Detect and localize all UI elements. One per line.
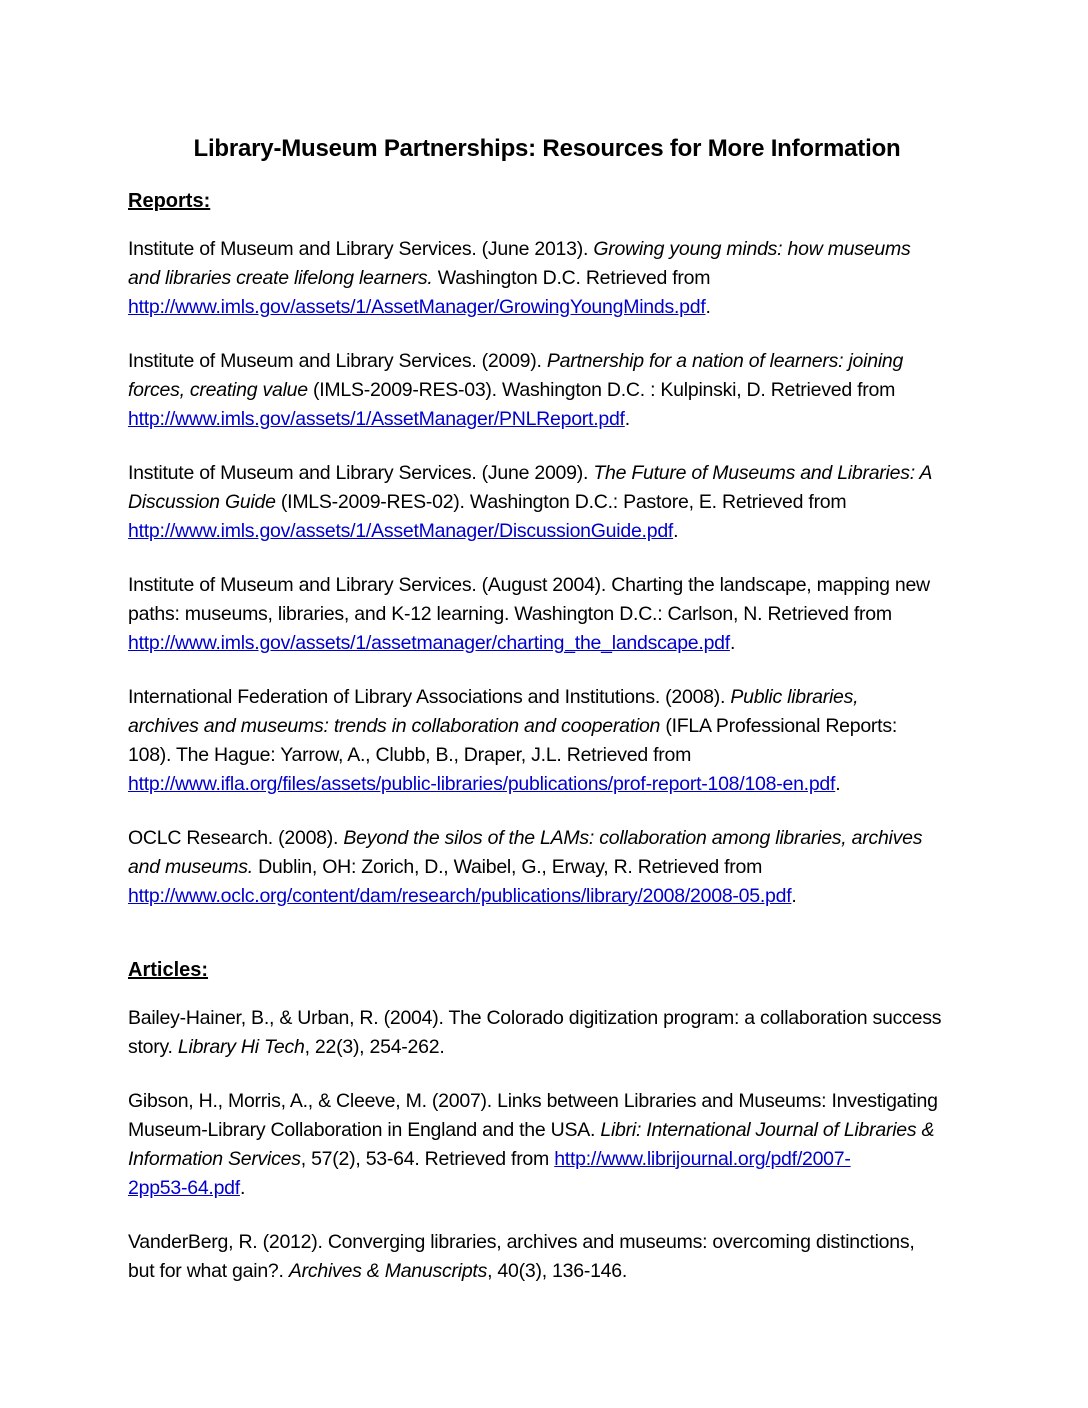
citation-line — [128, 882, 966, 911]
citation-italic-text: Growing young minds: how museums — [593, 238, 911, 260]
citation-text: Museum-Library Collaboration in England and the USA. — [128, 1119, 601, 1141]
section-heading: Reports: — [128, 190, 211, 212]
citation-italic-text: and museums. — [128, 856, 253, 878]
citation-line — [128, 1033, 966, 1062]
citation-link[interactable]: http://www.librijournal.org/pdf/2007- — [554, 1148, 851, 1170]
citation-link[interactable]: http://www.imls.gov/assets/1/AssetManager/DiscussionGuide.pdf — [128, 520, 674, 542]
citation-line — [128, 376, 966, 405]
citation-line — [128, 770, 966, 799]
citation — [128, 683, 966, 799]
citation-text: . — [673, 520, 679, 542]
citation-text: (IMLS-2009-RES-02). Washington D.C.: Pastore, E. Retrieved from — [280, 491, 847, 513]
citation-line — [128, 1257, 966, 1286]
citation-line — [128, 571, 966, 600]
citation-line — [128, 405, 966, 434]
citation-italic-text: The Future of Museums and Libraries: A — [593, 462, 933, 484]
citation-link[interactable]: 2pp53-64.pdf — [128, 1177, 240, 1199]
citation-text: . — [624, 408, 630, 430]
citation-text: 108). The Hague: Yarrow, A., Clubb, B., Draper, J.L. Retrieved from — [128, 744, 692, 766]
citation-line — [128, 824, 966, 853]
citation-line — [128, 293, 966, 322]
citation — [128, 459, 966, 546]
citation-line — [128, 235, 966, 264]
citation-line — [128, 1087, 966, 1116]
citation-italic-text: Beyond the silos of the LAMs: collaboration among libraries, archives — [343, 827, 923, 849]
citation-line — [128, 600, 966, 629]
citation — [128, 1087, 966, 1203]
citation-line — [128, 1174, 966, 1203]
citation-line — [128, 1145, 966, 1174]
citation-text: paths: museums, libraries, and K-12 learning. Washington D.C.: Carlson, N. Retrieved from — [128, 603, 892, 625]
citation-text: (IMLS-2009-RES-03). Washington D.C. : Kulpinski, D. Retrieved from — [313, 379, 896, 401]
citation-text: . — [791, 885, 797, 907]
citation-line — [128, 629, 966, 658]
citation — [128, 1004, 966, 1062]
citation-line — [128, 1004, 966, 1033]
citation-line — [128, 741, 966, 770]
citation-italic-text: Libri: International Journal of Libraries & — [600, 1119, 935, 1141]
citation-text: but for what gain?. — [128, 1260, 289, 1282]
section-heading: Articles: — [128, 959, 209, 981]
citation-text: OCLC Research. (2008). — [128, 827, 344, 849]
section-articles — [128, 956, 966, 1286]
citation-text: . — [239, 1177, 246, 1199]
citation-text: Institute of Museum and Library Services. (2009). — [128, 350, 547, 372]
citation-text: Bailey-Hainer, B., & Urban, R. (2004). The Colorado digitization program: a collaboration success — [128, 1007, 942, 1029]
citation-text: Gibson, H., Morris, A., & Cleeve, M. (2007). Links between Libraries and Museums: Investigating — [128, 1090, 938, 1112]
section-reports — [128, 187, 966, 911]
citation-line — [128, 1116, 966, 1145]
citation-line — [128, 264, 966, 293]
citation-link[interactable]: http://www.imls.gov/assets/1/assetmanager/charting_the_landscape.pdf — [128, 632, 730, 654]
citation-italic-text: Partnership for a nation of learners: joining — [546, 350, 904, 372]
citation-text: Washington D.C. Retrieved from — [432, 267, 711, 289]
citation-line — [128, 488, 966, 517]
citation-link[interactable]: http://www.imls.gov/assets/1/AssetManager/PNLReport.pdf — [128, 408, 625, 430]
citation-italic-text: archives and museums: trends in collaboration and cooperation — [128, 715, 666, 737]
citation — [128, 824, 966, 911]
citation-italic-text: Library Hi Tech — [177, 1036, 305, 1058]
citation-line — [128, 459, 966, 488]
citation-text: . — [705, 296, 711, 318]
citation-link[interactable]: http://www.ifla.org/files/assets/public-libraries/publications/prof-report-108/108-en.pdf — [128, 773, 836, 795]
citation-line — [128, 1228, 966, 1257]
citation-line — [128, 347, 966, 376]
citation-line — [128, 683, 966, 712]
citation — [128, 347, 966, 434]
citation — [128, 571, 966, 658]
citation-text: Institute of Museum and Library Services. (June 2009). — [128, 462, 594, 484]
citation-text: (IFLA Professional Reports: — [665, 715, 898, 737]
citation-link[interactable]: http://www.oclc.org/content/dam/research/publications/library/2008/2008-05.pdf — [128, 885, 792, 907]
citation — [128, 235, 966, 322]
citation-text: VanderBerg, R. (2012). Converging libraries, archives and museums: overcoming distinctions, — [128, 1231, 915, 1253]
citation-text: . — [835, 773, 841, 795]
citation — [128, 1228, 966, 1286]
citation-italic-text: forces, creating value — [128, 379, 314, 401]
document-sections — [128, 187, 966, 1286]
citation-text: story. — [128, 1036, 178, 1058]
citation-text: Institute of Museum and Library Services. (June 2013). — [128, 238, 594, 260]
citation-line — [128, 517, 966, 546]
citation-text: , 22(3), 254-262. — [304, 1036, 445, 1058]
citation-italic-text: Archives & Manuscripts — [288, 1260, 488, 1282]
citation-italic-text: Discussion Guide — [128, 491, 281, 513]
citation-line — [128, 853, 966, 882]
citation-text: . — [729, 632, 736, 654]
citation-italic-text: Public libraries, — [730, 686, 859, 708]
citation-text: , 57(2), 53-64. Retrieved from — [300, 1148, 555, 1170]
citation-link[interactable]: http://www.imls.gov/assets/1/AssetManager/GrowingYoungMinds.pdf — [128, 296, 706, 318]
citation-text: International Federation of Library Associations and Institutions. (2008). — [128, 686, 731, 708]
citation-line — [128, 712, 966, 741]
citation-text: Dublin, OH: Zorich, D., Waibel, G., Erway, R. Retrieved from — [252, 856, 763, 878]
page-title: Library-Museum Partnerships: Resources for More Information — [193, 135, 901, 162]
citation-text: , 40(3), 136-146. — [487, 1260, 628, 1282]
citation-italic-text: and libraries create lifelong learners. — [128, 267, 433, 289]
citation-text: Institute of Museum and Library Services. (August 2004). Charting the landscape, mapping new — [128, 574, 930, 596]
citation-italic-text: Information Services — [128, 1148, 301, 1170]
